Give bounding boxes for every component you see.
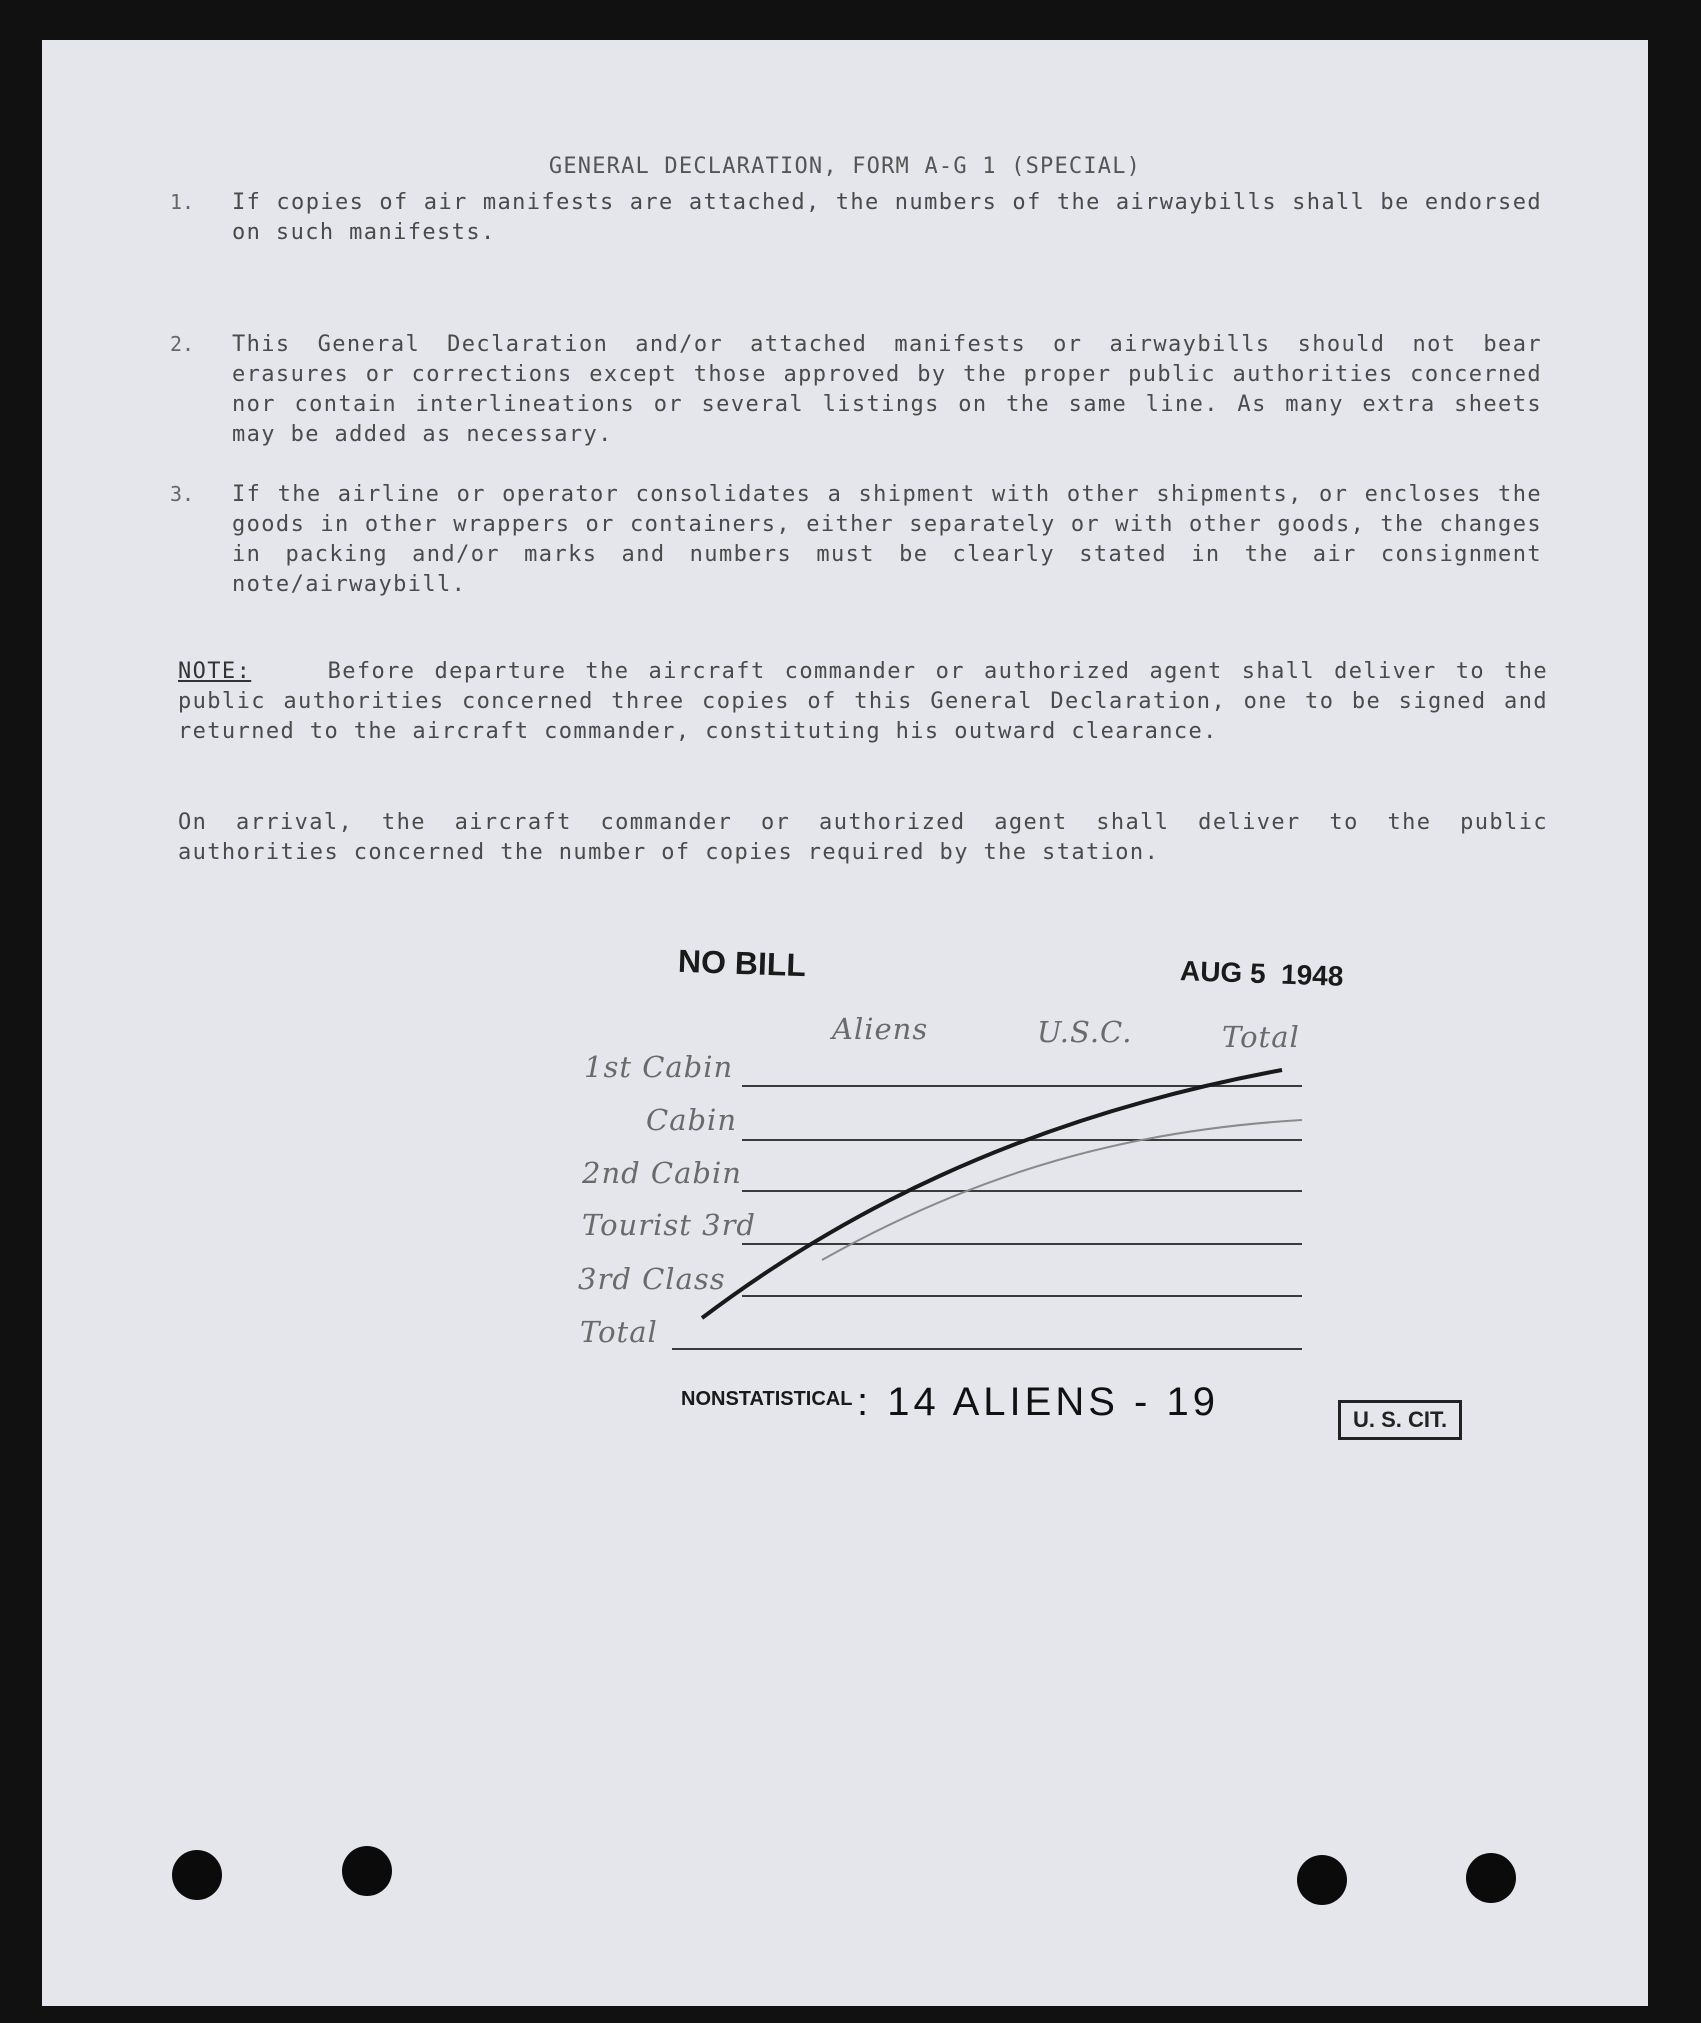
punch-hole	[1466, 1853, 1516, 1903]
column-header: Aliens	[832, 1012, 929, 1046]
us-cit-stamp: U. S. CIT.	[1338, 1400, 1462, 1440]
no-bill-stamp: NO BILL	[677, 942, 807, 984]
handwritten-count: : 14 ALIENS - 19	[857, 1380, 1219, 1424]
row-label: 1st Cabin	[584, 1050, 734, 1084]
item-number: 1.	[170, 190, 195, 214]
nonstatistical-stamp: NONSTATISTICAL	[681, 1388, 853, 1410]
punch-hole	[172, 1850, 222, 1900]
note-paragraph	[178, 657, 1548, 747]
row-label: 3rd Class	[578, 1262, 726, 1296]
tally-line	[672, 1348, 1302, 1350]
note-label: NOTE:	[178, 659, 252, 684]
arrival-paragraph: On arrival, the aircraft commander or authorized agent shall deliver to the public authorities concerned the number of copies required by the station.	[178, 810, 1548, 865]
item-number: 3.	[170, 482, 195, 506]
row-label: Cabin	[646, 1103, 737, 1137]
instruction-item: This General Declaration and/or attached manifests or airwaybills should not bear erasures or corrections except those approved by the proper public authorities concerned nor contain interlineations or several listings on the same line. As many extra sheets may be added as necessary.	[232, 332, 1542, 447]
document-page	[42, 40, 1648, 2006]
punch-hole	[342, 1846, 392, 1896]
row-label: Total	[580, 1315, 658, 1349]
row-label: Tourist 3rd	[582, 1208, 756, 1242]
item-number: 2.	[170, 332, 195, 356]
form-title: GENERAL DECLARATION, FORM A-G 1 (SPECIAL)	[548, 154, 1142, 179]
date-stamp: AUG 5 1948	[1179, 955, 1344, 992]
row-label: 2nd Cabin	[582, 1156, 742, 1190]
note-text: Before departure the aircraft commander or authorized agent shall deliver to the public authorities concerned three copies of this General Declaration, one to be signed and returned to the aircraft commander, constituting his outward clearance.	[178, 659, 1548, 744]
punch-hole	[1297, 1855, 1347, 1905]
instruction-item: If copies of air manifests are attached, the numbers of the airwaybills shall be endorsed on such manifests.	[232, 190, 1542, 245]
instruction-item: If the airline or operator consolidates a shipment with other shipments, or encloses the goods in other wrappers or containers, either separately or with other goods, the changes in packing and/or marks and numbers must be clearly stated in the air consignment note/airwaybill.	[232, 482, 1542, 597]
column-header: Total	[1222, 1020, 1300, 1054]
column-header: U.S.C.	[1037, 1015, 1133, 1049]
strike-mark	[682, 1060, 1302, 1330]
